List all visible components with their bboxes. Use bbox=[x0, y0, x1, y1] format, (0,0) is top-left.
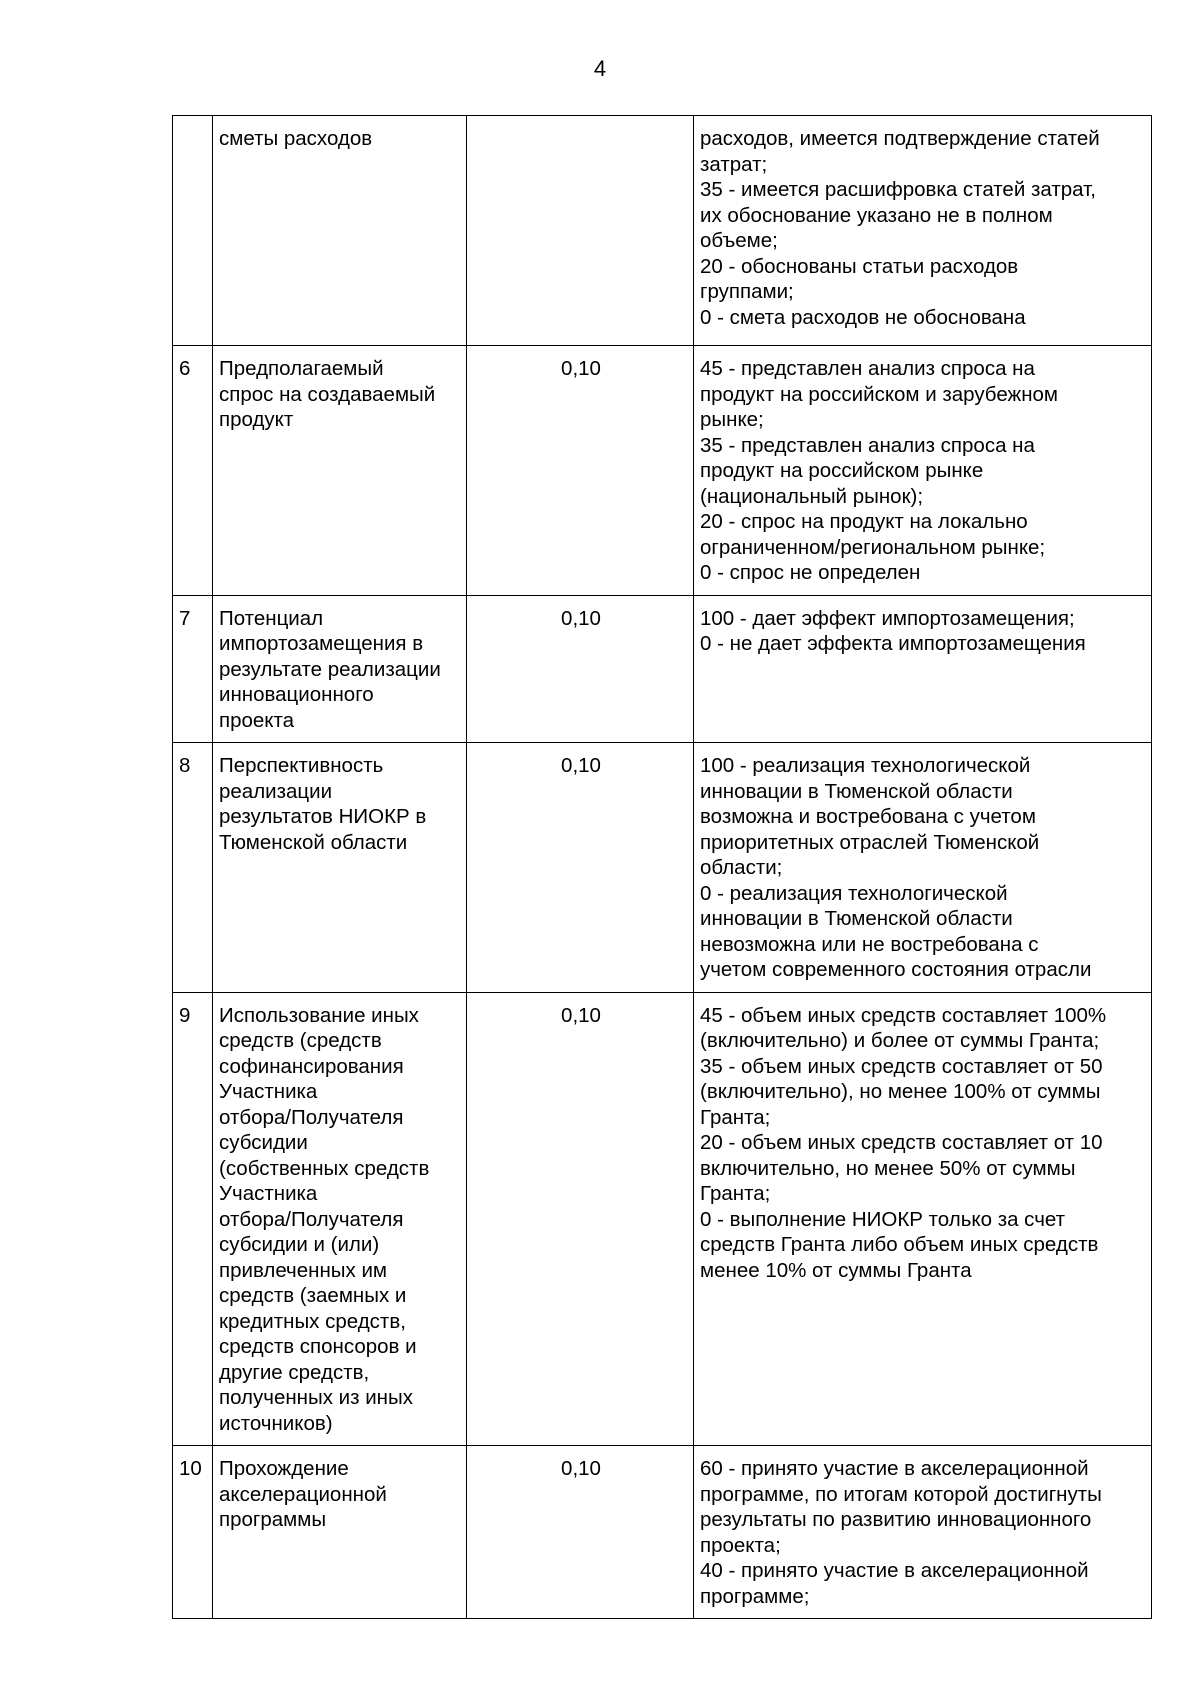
scoring-scale-line: 40 - принято участие в акселерационной bbox=[700, 1559, 1089, 1582]
criterion-name-line: сметы расходов bbox=[219, 127, 373, 150]
criterion-number bbox=[173, 116, 213, 346]
criterion-weight: 0,10 bbox=[467, 992, 694, 1446]
scoring-scale-line: 100 - реализация технологической bbox=[700, 754, 1031, 777]
criterion-name bbox=[213, 595, 467, 743]
criterion-name-line: Тюменской области bbox=[219, 830, 408, 854]
criterion-name bbox=[213, 116, 467, 346]
criterion-name-line: Участника bbox=[219, 1080, 318, 1103]
scoring-scale-line: 60 - принято участие в акселерационной bbox=[700, 1457, 1089, 1480]
scoring-scale-line: 0 - реализация технологической bbox=[700, 881, 1008, 905]
scoring-scale-line: рынке; bbox=[700, 408, 764, 431]
scoring-scale-line: их обоснование указано не в полном bbox=[700, 203, 1053, 227]
scoring-scale-line: 0 - спрос не определен bbox=[700, 561, 921, 584]
table-row bbox=[173, 992, 1152, 1446]
page-number: 4 bbox=[593, 56, 607, 81]
criterion-scoring-scale bbox=[694, 743, 1152, 993]
scoring-scale-line: (национальный рынок); bbox=[700, 484, 924, 508]
scoring-scale-line: области; bbox=[700, 856, 783, 879]
criterion-scoring-scale bbox=[694, 1446, 1152, 1619]
scoring-scale-line: приоритетных отраслей Тюменской bbox=[700, 830, 1040, 854]
criterion-name-line: инновационного bbox=[219, 683, 374, 706]
criterion-weight: 0,10 bbox=[467, 346, 694, 596]
scoring-scale-line: (включительно), но менее 100% от суммы bbox=[700, 1080, 1101, 1103]
criterion-weight bbox=[467, 116, 694, 346]
scoring-scale-line: продукт на российском рынке bbox=[700, 459, 984, 482]
criterion-number: 7 bbox=[173, 595, 213, 743]
scoring-scale-line: 20 - обоснованы статьи расходов bbox=[700, 254, 1019, 278]
criterion-name-line: программы bbox=[219, 1508, 327, 1531]
scoring-scale-line: учетом современного состояния отрасли bbox=[700, 958, 1092, 981]
scoring-scale-line: ограниченном/региональном рынке; bbox=[700, 535, 1046, 559]
criterion-name-line: Использование иных bbox=[219, 1003, 419, 1027]
criterion-name-line: средств (средств bbox=[219, 1029, 382, 1052]
criterion-name bbox=[213, 1446, 467, 1619]
criterion-number: 9 bbox=[173, 992, 213, 1446]
scoring-scale-line: 0 - выполнение НИОКР только за счет bbox=[700, 1207, 1065, 1231]
scoring-scale-line: 20 - объем иных средств составляет от 10 bbox=[700, 1131, 1103, 1154]
scoring-scale-line: 45 - объем иных средств составляет 100% bbox=[700, 1003, 1107, 1027]
criterion-name-line: (собственных средств bbox=[219, 1156, 430, 1180]
criterion-number: 10 bbox=[173, 1446, 213, 1619]
scoring-scale-line: (включительно) и более от суммы Гранта; bbox=[700, 1029, 1100, 1052]
table-row bbox=[173, 595, 1152, 743]
criterion-weight: 0,10 bbox=[467, 1446, 694, 1619]
scoring-scale-line: проекта; bbox=[700, 1533, 781, 1557]
scoring-scale-line: результаты по развитию инновационного bbox=[700, 1508, 1092, 1531]
criterion-name-line: импортозамещения в bbox=[219, 632, 424, 655]
scoring-scale-line: 20 - спрос на продукт на локально bbox=[700, 510, 1028, 533]
criterion-name-line: спрос на создаваемый bbox=[219, 382, 436, 406]
criterion-name-line: Предполагаемый bbox=[219, 357, 384, 380]
table-row bbox=[173, 346, 1152, 596]
table-row bbox=[173, 116, 1152, 346]
scoring-scale-line: затрат; bbox=[700, 152, 768, 176]
scoring-scale-line: программе, по итогам которой достигнуты bbox=[700, 1482, 1102, 1506]
criterion-name-line: результате реализации bbox=[219, 657, 441, 681]
scoring-scale-line: 35 - объем иных средств составляет от 50 bbox=[700, 1054, 1103, 1078]
criterion-name-line: субсидии bbox=[219, 1131, 308, 1154]
criterion-name-line: другие средств, bbox=[219, 1360, 370, 1384]
scoring-scale-line: расходов, имеется подтверждение статей bbox=[700, 127, 1100, 150]
criterion-name bbox=[213, 743, 467, 993]
criterion-number: 8 bbox=[173, 743, 213, 993]
criteria-table bbox=[172, 115, 1152, 1619]
scoring-scale-line: инновации в Тюменской области bbox=[700, 779, 1013, 803]
scoring-scale-line: 100 - дает эффект импортозамещения; bbox=[700, 606, 1075, 630]
scoring-scale-line: включительно, но менее 50% от суммы bbox=[700, 1156, 1076, 1180]
criterion-scoring-scale bbox=[694, 992, 1152, 1446]
criterion-name-line: средств спонсоров и bbox=[219, 1335, 417, 1358]
criterion-name-line: реализации bbox=[219, 779, 333, 803]
scoring-scale-line: инновации в Тюменской области bbox=[700, 907, 1013, 930]
criterion-name-line: отбора/Получателя bbox=[219, 1105, 404, 1129]
criterion-name-line: Прохождение bbox=[219, 1457, 349, 1480]
scoring-scale-line: продукт на российском и зарубежном bbox=[700, 382, 1059, 406]
scoring-scale-line: 0 - не дает эффекта импортозамещения bbox=[700, 632, 1086, 655]
scoring-scale-line: 35 - представлен анализ спроса на bbox=[700, 433, 1035, 457]
criterion-name-line: привлеченных им bbox=[219, 1258, 388, 1282]
criterion-name-line: субсидии и (или) bbox=[219, 1233, 380, 1256]
criterion-name-line: акселерационной bbox=[219, 1482, 387, 1506]
criteria-table-body bbox=[173, 116, 1152, 1619]
criterion-number: 6 bbox=[173, 346, 213, 596]
table-row bbox=[173, 1446, 1152, 1619]
criterion-name bbox=[213, 346, 467, 596]
criterion-name-line: Потенциал bbox=[219, 606, 324, 630]
scoring-scale-line: средств Гранта либо объем иных средств bbox=[700, 1233, 1099, 1256]
scoring-scale-line: объеме; bbox=[700, 229, 778, 252]
scoring-scale-line: Гранта; bbox=[700, 1105, 771, 1129]
scoring-scale-line: невозможна или не востребована с bbox=[700, 932, 1039, 956]
scoring-scale-line: программе; bbox=[700, 1584, 810, 1608]
criterion-name-line: отбора/Получателя bbox=[219, 1207, 404, 1231]
criterion-name-line: средств (заемных и bbox=[219, 1284, 407, 1307]
scoring-scale-line: 35 - имеется расшифровка статей затрат, bbox=[700, 178, 1096, 201]
criterion-weight: 0,10 bbox=[467, 595, 694, 743]
criterion-scoring-scale bbox=[694, 595, 1152, 743]
criterion-scoring-scale bbox=[694, 116, 1152, 346]
criterion-name-line: проекта bbox=[219, 708, 295, 732]
criterion-name-line: кредитных средств, bbox=[219, 1309, 406, 1333]
scoring-scale-line: 45 - представлен анализ спроса на bbox=[700, 357, 1035, 380]
criterion-weight: 0,10 bbox=[467, 743, 694, 993]
criterion-scoring-scale bbox=[694, 346, 1152, 596]
scoring-scale-line: группами; bbox=[700, 280, 794, 303]
table-row bbox=[173, 743, 1152, 993]
scoring-scale-line: Гранта; bbox=[700, 1182, 771, 1205]
criterion-name-line: результатов НИОКР в bbox=[219, 805, 427, 828]
criterion-name-line: Участника bbox=[219, 1182, 318, 1205]
criterion-name-line: продукт bbox=[219, 408, 294, 431]
criterion-name-line: Перспективность bbox=[219, 754, 384, 777]
scoring-scale-line: возможна и востребована с учетом bbox=[700, 805, 1036, 828]
scoring-scale-line: менее 10% от суммы Гранта bbox=[700, 1258, 972, 1282]
scoring-scale-line: 0 - смета расходов не обоснована bbox=[700, 305, 1026, 329]
criterion-name bbox=[213, 992, 467, 1446]
criterion-name-line: полученных из иных bbox=[219, 1386, 413, 1409]
criterion-name-line: софинансирования bbox=[219, 1054, 404, 1078]
criterion-name-line: источников) bbox=[219, 1411, 333, 1435]
